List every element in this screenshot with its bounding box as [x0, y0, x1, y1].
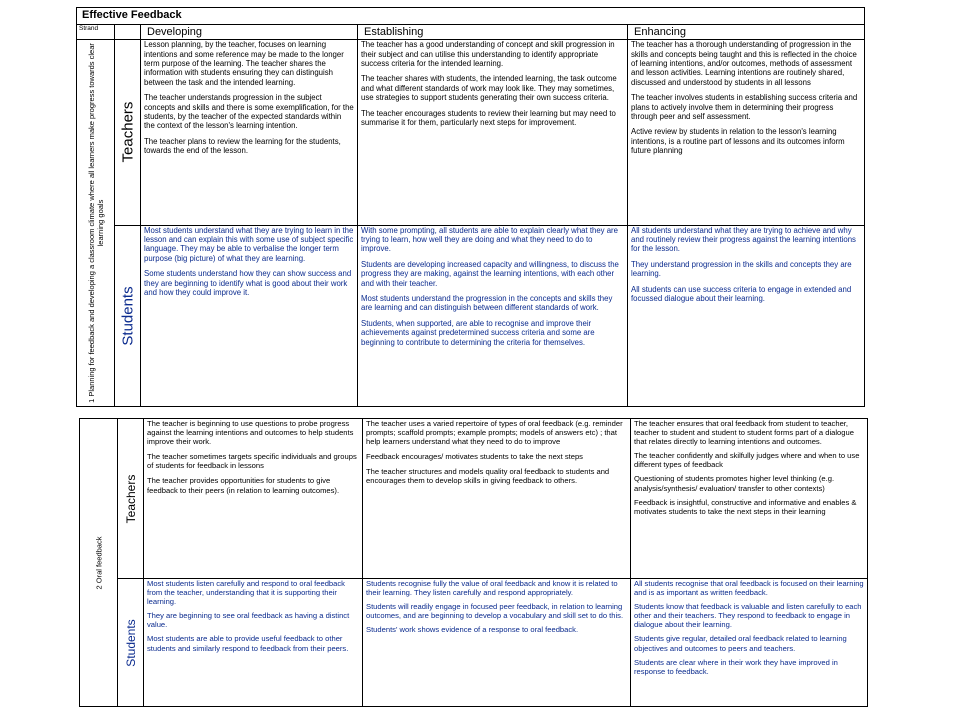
effective-feedback-table-1: [76, 7, 865, 407]
section-2-students-establishing: [363, 579, 631, 707]
s1-t-enh-p2: The teacher involves students in establishing success criteria and plans to actively involve them in determining their progress through peer and self assessment.: [631, 93, 858, 122]
s1-t-dev-p1: Lesson planning, by the teacher, focuses on learning intentions and some reference may be made to the longer term purpose of the learning. The teacher shares the information with students ensuring they can distinguish between the task and the intended learning.: [144, 40, 344, 87]
s2-s-dev-p2: They are beginning to see oral feedback as having a distinct value.: [147, 611, 350, 630]
s2-t-est-p2: Feedback encourages/ motivates students to take the next steps: [366, 452, 583, 462]
s1-s-enh-p3: All students can use success criteria to engage in extended and focussed dialogue about their learning.: [631, 284, 852, 304]
section-1-strand-label: 1 Planning for feedback and developing a classroom climate where all learners make progress towards clear learning goals: [86, 43, 105, 403]
section-1-students-establishing: [358, 225, 628, 406]
section-1-teachers-label: Teachers: [119, 101, 136, 163]
s2-s-enh-p3: Students give regular, detailed oral feedback related to learning objectives and outcomes to peers and teachers.: [634, 634, 847, 653]
s1-t-enh-p3: Active review by students in relation to the lesson's learning intentions, is a routine part of lessons and its outcomes inform future planning: [631, 127, 845, 156]
s1-s-est-p4: Students, when supported, are able to recognise and improve their achievements against predetermined success criteria and some are beginning to contribute to determining the criteria for themselves.: [361, 318, 595, 347]
s2-t-est-p1: The teacher uses a varied repertoire of types of oral feedback (e.g. reminder prompts; scaffold prompts; example prompts; models of answers etc) ; that help learners understand what they need to do to improve: [366, 419, 623, 447]
s2-s-est-p2: Students will readily engage in focused peer feedback, in relation to learning outcomes, and are beginning to develop a vocabulary and skill set to do this.: [366, 602, 624, 621]
section-1-students-developing: [141, 225, 358, 406]
s2-s-dev-p3: Most students are able to provide useful feedback to other students and similarly respond to feedback from their peers.: [147, 634, 349, 653]
section-2-teachers-role-cell: [118, 419, 144, 579]
section-2-teachers-label: Teachers: [123, 474, 138, 523]
column-header-establishing: Establishing: [358, 25, 628, 40]
section-1-students-role-cell: [115, 225, 141, 406]
s1-s-enh-p2: They understand progression in the skills and concepts they are learning.: [631, 259, 852, 279]
section-1-students-enhancing: [628, 225, 865, 406]
section-1-teachers-role-cell: [115, 40, 141, 225]
s1-s-dev-p1: Most students understand what they are trying to learn in the lesson and can explain this with some use of subject specific language. They may be able to verbalise the longer term purpose (big picture) of what they are learning.: [144, 225, 354, 263]
s2-s-enh-p1: All students recognise that oral feedback is focused on their learning and is as important as written feedback.: [634, 579, 864, 598]
column-header-enhancing: Enhancing: [628, 25, 865, 40]
s1-t-dev-p2: The teacher understands progression in the subject concepts and skills and there is some exemplification, for the students, by the teacher of the expected standards within the context of the lesson's learning intention.: [144, 93, 354, 131]
section-2-teachers-enhancing: [631, 419, 868, 579]
s2-t-enh-p2: The teacher confidently and skilfully judges where and when to use different types of feedback: [634, 451, 860, 470]
section-1-teachers-developing: [141, 40, 358, 225]
section-2-students-role-cell: [118, 579, 144, 707]
section-1-students-label: Students: [119, 286, 136, 346]
section-2-students-developing: [144, 579, 363, 707]
s2-t-dev-p1: The teacher is beginning to use questions to probe progress against the learning intentions and outcomes to help students improve their work.: [147, 419, 354, 447]
s2-s-enh-p2: Students know that feedback is valuable and listen carefully to each other and their teachers. They respond to feedback to engage in dialogue about their learning.: [634, 602, 862, 630]
s1-s-est-p2: Students are developing increased capacity and willingness, to discuss the progress they are making, against the learning intentions, with each other and with their teacher.: [361, 259, 619, 288]
s2-s-dev-p1: Most students listen carefully and respond to oral feedback from the teacher, understanding that it is supporting their learning.: [147, 579, 345, 607]
s2-t-enh-p1: The teacher ensures that oral feedback from student to teacher, teacher to student and student to student forms part of a dialogue that relates directly to learning intentions and outcomes.: [634, 419, 854, 447]
s2-t-est-p3: The teacher structures and models quality oral feedback to students and encourages them to develop skills in giving feedback to others.: [366, 467, 610, 486]
section-2-teachers-establishing: [363, 419, 631, 579]
s1-t-dev-p3: The teacher plans to review the learning for the students, towards the end of the lesson.: [144, 136, 341, 156]
section-1-teachers-enhancing: [628, 40, 865, 225]
section-2-strand-cell: [80, 419, 118, 707]
s2-t-dev-p3: The teacher provides opportunities for students to give feedback to their peers (in relation to learning outcomes).: [147, 476, 340, 495]
s2-s-est-p1: Students recognise fully the value of oral feedback and know it is related to their learning. They listen carefully and respond appropriately.: [366, 579, 618, 598]
s1-t-enh-p1: The teacher has a thorough understanding of progression in the skills and concepts being taught and this is reflected in the choice of learning intentions, and/or outcomes, methods of assessment and lesson activities. Learning intentions are routinely shared, discussed and understood by students in all lessons: [631, 40, 857, 87]
s1-s-dev-p2: Some students understand how they can show success and they are beginning to identify what is good about their work and how they could improve it.: [144, 269, 352, 298]
section-2-teachers-developing: [144, 419, 363, 579]
column-header-developing: Developing: [141, 25, 358, 40]
s1-s-enh-p1: All students understand what they are trying to achieve and why and routinely review their progress against the learning intentions for the lesson.: [631, 225, 856, 254]
s1-t-est-p1: The teacher has a good understanding of concept and skill progression in their subject and can utilise this understanding to identify appropriate success criteria for the intended learning.: [361, 40, 615, 69]
effective-feedback-table-2: [79, 418, 868, 707]
s1-s-est-p3: Most students understand the progression in the concepts and skills they are learning and can distinguish between different standards of work.: [361, 294, 613, 313]
s1-t-est-p2: The teacher shares with students, the intended learning, the task outcome and what different standards of work may look like. They may sometimes, use strategies to support students generating their own success criteria.: [361, 74, 617, 103]
s2-s-est-p3: Students' work shows evidence of a response to oral feedback.: [366, 625, 579, 635]
document-title: Effective Feedback: [77, 8, 865, 25]
s2-t-dev-p2: The teacher sometimes targets specific individuals and groups of students for feedback in lessons: [147, 452, 357, 471]
s1-t-est-p3: The teacher encourages students to review their learning but may need to summarise it for them, particularly next steps for improvement.: [361, 108, 616, 128]
section-1-teachers-establishing: [358, 40, 628, 225]
s1-s-est-p1: With some prompting, all students are able to explain clearly what they are trying to learn, how well they are doing and what they need to do to improve.: [361, 225, 618, 254]
section-1-strand-cell: [77, 40, 115, 407]
section-2-strand-label: 2 Oral feedback: [94, 536, 103, 589]
section-2-students-enhancing: [631, 579, 868, 707]
s2-t-enh-p4: Feedback is insightful, constructive and informative and enables & motivates students to take the next steps in their learning: [634, 497, 857, 516]
strand-label: Strand: [77, 25, 115, 40]
section-2-students-label: Students: [123, 618, 138, 667]
header-blank-cell: [115, 25, 141, 40]
s2-t-enh-p3: Questioning of students promotes higher level thinking (e.g. analysis/synthesis/ evaluation/ transfer to other contexts): [634, 474, 835, 493]
s2-s-enh-p4: Students are clear where in their work they have improved in response to feedback.: [634, 657, 838, 676]
